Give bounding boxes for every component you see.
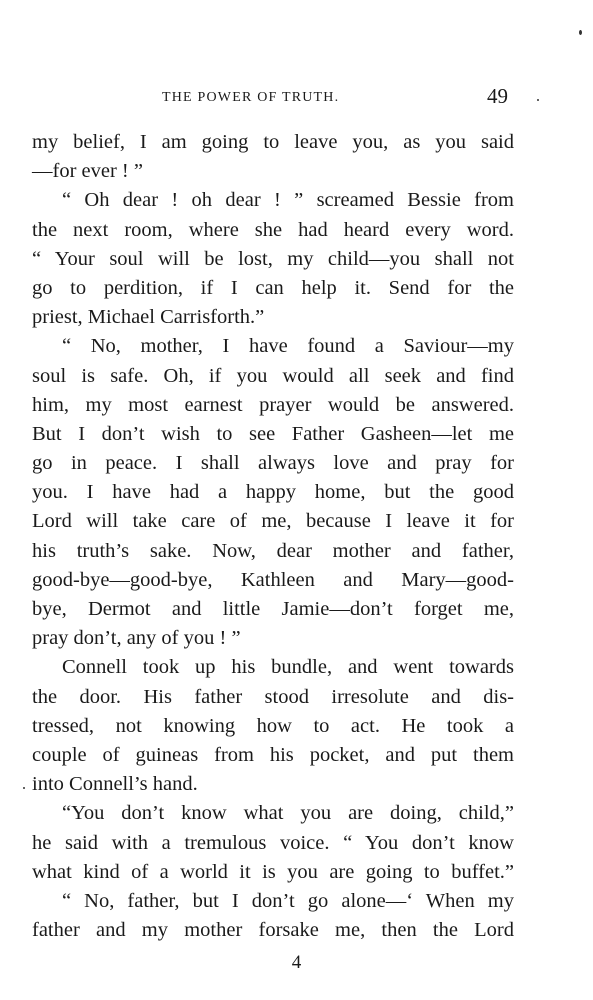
text-line: he said with a tremulous voice. “ You don’t know <box>32 831 514 854</box>
text-line: pray don’t, any of you ! ” <box>32 627 241 650</box>
text-line: him, my most earnest prayer would be answered. <box>32 393 514 416</box>
text-line: “ Oh dear ! oh dear ! ” screamed Bessie from <box>62 189 514 212</box>
text-line: Lord will take care of me, because I leave it for <box>32 510 514 533</box>
text-line: soul is safe. Oh, if you would all seek and find <box>32 364 514 387</box>
text-line: his truth’s sake. Now, dear mother and father, <box>32 539 514 562</box>
text-line: bye, Dermot and little Jamie—don’t forget me, <box>32 598 514 620</box>
page-number: 49 <box>487 84 508 108</box>
running-title: THE POWER OF TRUTH. <box>162 90 340 105</box>
text-line: priest, Michael Carrisforth.” <box>32 306 265 329</box>
text-line: into Connell’s hand. <box>32 773 198 796</box>
text-line: But I don’t wish to see Father Gasheen—let me <box>32 422 514 445</box>
text-line: “ Your soul will be lost, my child—you shall not <box>32 247 514 270</box>
text-line: go in peace. I shall always love and pray for <box>32 452 514 475</box>
text-line: —for ever ! ” <box>32 160 143 183</box>
text-line: tressed, not knowing how to act. He took a <box>32 714 514 737</box>
text-line: what kind of a world it is you are going to buffet.” <box>32 860 514 883</box>
text-line: good-bye—good-bye, Kathleen and Mary—good- <box>32 568 514 591</box>
text-line: couple of guineas from his pocket, and put them <box>32 743 514 766</box>
text-line: go to perdition, if I can help it. Send for the <box>32 276 514 299</box>
ink-speck <box>579 30 582 35</box>
text-line: the next room, where she had heard every word. <box>32 218 514 241</box>
ink-speck <box>23 787 25 789</box>
signature-mark: 4 <box>291 952 302 973</box>
text-line: “ No, father, but I don’t go alone—‘ When my <box>62 889 514 912</box>
text-line: father and my mother forsake me, then the Lord <box>32 919 514 942</box>
page-header <box>0 84 593 112</box>
text-line: the door. His father stood irresolute and dis- <box>32 685 514 708</box>
text-line: “You don’t know what you are doing, child,” <box>62 802 514 825</box>
text-line: “ No, mother, I have found a Saviour—my <box>62 335 514 358</box>
text-line: you. I have had a happy home, but the good <box>32 481 514 504</box>
text-line: Connell took up his bundle, and went towards <box>62 656 514 679</box>
ink-speck <box>537 99 539 101</box>
text-line: my belief, I am going to leave you, as you said <box>32 131 514 153</box>
body-text <box>32 128 514 945</box>
